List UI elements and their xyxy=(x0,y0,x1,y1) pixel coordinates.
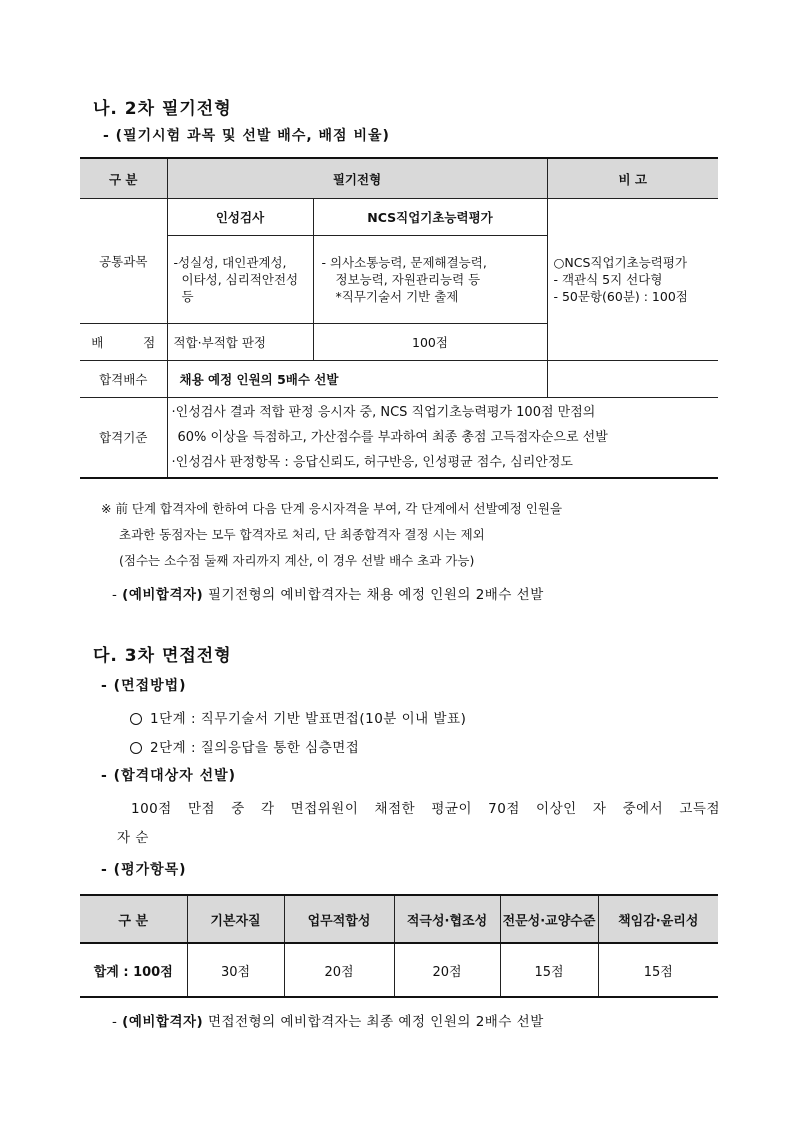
criteria-line: ·인성검사 결과 적합 판정 응시자 중, NCS 직업기초능력평가 100점 만점의 xyxy=(171,404,596,420)
eval-title: - (평가항목) xyxy=(101,862,187,878)
multiple-remarks xyxy=(547,361,718,398)
remarks-line: - 객관식 5지 선다형 xyxy=(553,272,663,287)
method-item xyxy=(130,734,466,763)
header-category: 구 분 xyxy=(80,158,167,199)
eval-cell: 15점 xyxy=(500,943,598,997)
written-reserve xyxy=(112,583,544,603)
ncs-label: NCS직업기초능력평가 xyxy=(313,199,547,236)
note-line: (점수는 소수점 둘째 자리까지 계산, 이 경우 선발 배수 초과 가능) xyxy=(119,553,475,568)
ncs-line: - 의사소통능력, 문제해결능력, xyxy=(321,255,487,270)
eval-cell: 20점 xyxy=(394,943,500,997)
score-ncs: 100점 xyxy=(313,324,547,361)
target-line: 100점 만점 중 각 면접위원이 채점한 평균이 70점 이상인 자 중에서 고득점 xyxy=(131,801,720,817)
eval-cell: 20점 xyxy=(284,943,394,997)
score-personality: 적합·부적합 판정 xyxy=(167,324,313,361)
reserve-prefix: - xyxy=(112,587,123,603)
reserve-label: (예비합격자) xyxy=(122,1014,204,1030)
ncs-line: 정보능력, 자원관리능력 등 xyxy=(335,272,481,287)
note-line: 초과한 동점자는 모두 합격자로 처리, 단 최종합격자 결정 시는 제외 xyxy=(119,527,485,542)
eval-header: 전문성·교양수준 xyxy=(500,895,598,943)
reserve-text: 면접전형의 예비합격자는 최종 예정 인원의 2배수 선발 xyxy=(203,1014,544,1030)
personality-line: 이타성, 심리적안전성 xyxy=(181,272,299,287)
multiple-value: 채용 예정 인원의 5배수 선발 xyxy=(167,361,547,398)
reserve-text: 필기전형의 예비합격자는 채용 예정 인원의 2배수 선발 xyxy=(203,587,544,603)
personality-line: 등 xyxy=(181,289,194,304)
reserve-label: (예비합격자) xyxy=(122,587,204,603)
written-subtitle: - (필기시험 과목 및 선발 배수, 배점 비율) xyxy=(103,128,390,144)
common-subject-label: 공통과목 xyxy=(80,199,167,324)
written-exam-table xyxy=(80,157,718,479)
eval-table xyxy=(80,894,718,998)
interview-reserve xyxy=(112,1010,544,1030)
circle-bullet-icon xyxy=(130,742,142,754)
eval-header: 책임감·윤리성 xyxy=(598,895,718,943)
eval-header: 업무적합성 xyxy=(284,895,394,943)
method-item-text: 2단계 : 질의응답을 통한 심층면접 xyxy=(150,740,360,756)
reserve-prefix: - xyxy=(112,1014,123,1030)
criteria-line: 60% 이상을 득점하고, 가산점수를 부과하여 최종 총점 고득점자순으로 선발 xyxy=(177,429,608,445)
criteria-label: 합격기준 xyxy=(80,398,167,478)
note-line: ※ 前 단계 합격자에 한하여 다음 단계 응시자격을 부여, 각 단계에서 선발예정 인원을 xyxy=(101,501,563,516)
personality-items xyxy=(167,236,313,324)
score-label: 배 점 xyxy=(80,324,167,361)
header-remarks: 비 고 xyxy=(547,158,718,199)
method-item xyxy=(130,705,466,734)
target-line: 자 순 xyxy=(117,830,149,846)
notes-block xyxy=(101,496,562,574)
circle-bullet-icon xyxy=(130,713,142,725)
personality-test-label: 인성검사 xyxy=(167,199,313,236)
ncs-items xyxy=(313,236,547,324)
criteria-line: ·인성검사 판정항목 : 응답신뢰도, 허구반응, 인성평균 점수, 심리안정도 xyxy=(171,454,573,470)
eval-cell: 합계 : 100점 xyxy=(80,943,187,997)
method-list xyxy=(130,705,466,763)
criteria-cell xyxy=(167,398,718,478)
eval-cell: 15점 xyxy=(598,943,718,997)
eval-header: 기본자질 xyxy=(187,895,284,943)
method-item-text: 1단계 : 직무기술서 기반 발표면접(10분 이내 발표) xyxy=(150,711,467,727)
eval-header: 구 분 xyxy=(80,895,187,943)
eval-header: 적극성·협조성 xyxy=(394,895,500,943)
section-title-written: 나. 2차 필기전형 xyxy=(93,99,232,119)
target-title: - (합격대상자 선발) xyxy=(101,768,237,784)
target-text xyxy=(117,795,720,853)
header-written: 필기전형 xyxy=(167,158,547,199)
remarks-line: ○NCS직업기초능력평가 xyxy=(553,255,688,270)
remarks-line: - 50문항(60분) : 100점 xyxy=(553,289,688,304)
personality-line: -성실성, 대인관계성, xyxy=(173,255,287,270)
section-title-interview: 다. 3차 면접전형 xyxy=(93,646,232,666)
ncs-line: *직무기술서 기반 출제 xyxy=(335,289,459,304)
eval-cell: 30점 xyxy=(187,943,284,997)
remarks-cell xyxy=(547,199,718,361)
multiple-label: 합격배수 xyxy=(80,361,167,398)
method-title: - (면접방법) xyxy=(101,678,187,694)
